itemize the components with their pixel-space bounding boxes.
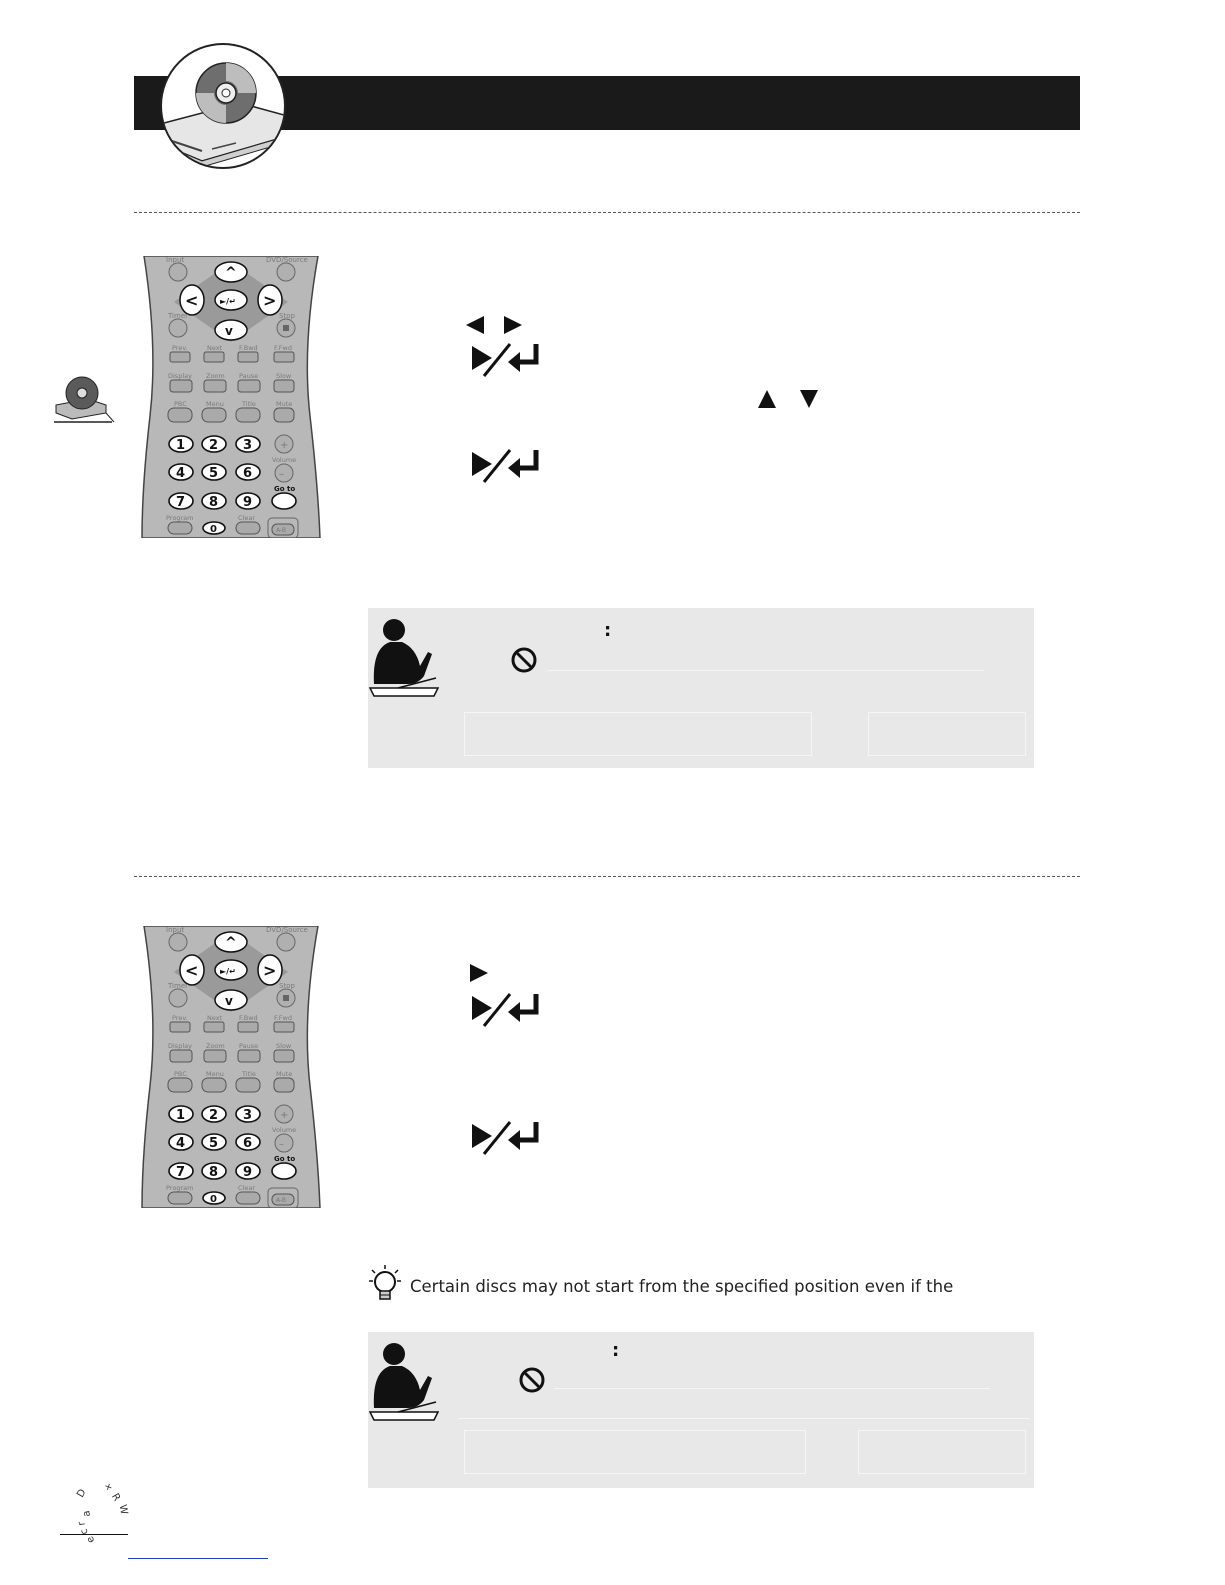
presenter-icon	[368, 614, 440, 698]
num-7: 7	[176, 1165, 186, 1180]
display-label: Display	[168, 1042, 192, 1050]
presenter-icon	[368, 1338, 440, 1422]
num-3: 3	[243, 1108, 253, 1123]
goto-label: Go to	[274, 485, 296, 493]
play-enter-icon	[470, 990, 546, 1030]
remote-control-illustration-2	[138, 926, 324, 1208]
num-3: 3	[243, 438, 253, 453]
svg-text:<: <	[185, 291, 199, 310]
note-colon: :	[612, 1340, 620, 1361]
pause-label: Pause	[239, 372, 259, 380]
note-rule	[458, 1418, 1030, 1419]
mute-label: Mute	[276, 1070, 293, 1078]
disc-icon	[52, 375, 118, 423]
dvd-source-label: DVD/Source	[266, 256, 308, 264]
menu-label: Menu	[206, 1070, 224, 1078]
footer-rule	[60, 1534, 128, 1535]
pbc-label: PBC	[174, 1070, 187, 1078]
next-label: Next	[207, 344, 223, 352]
right-arrow-icon	[468, 962, 490, 988]
volume-plus-label: +	[280, 440, 289, 451]
section-divider-1	[134, 212, 1080, 213]
title-label: Title	[242, 1070, 256, 1078]
num-2: 2	[209, 438, 219, 453]
input-label: Input	[166, 256, 185, 264]
num-6: 6	[243, 466, 253, 481]
up-arrow-icon	[756, 388, 778, 414]
num-9: 9	[243, 1165, 253, 1180]
section-divider-2	[134, 876, 1080, 877]
ab-label: A-B	[276, 1197, 287, 1204]
program-label: Program	[166, 514, 194, 522]
volume-plus-label: +	[280, 1110, 289, 1121]
clear-label: Clear	[238, 1184, 255, 1192]
volume-label: Volume	[272, 456, 297, 464]
stop-label: Stop	[279, 312, 295, 320]
right-arrow-icon	[502, 314, 524, 340]
timer-label: Timer	[168, 982, 189, 990]
prev-label: Prev.	[172, 1014, 188, 1022]
prev-label: Prev.	[172, 344, 188, 352]
corner-watermark	[70, 1480, 140, 1545]
num-0: 0	[210, 1194, 217, 1205]
num-4: 4	[176, 466, 186, 481]
svg-text:<: <	[185, 961, 199, 980]
footer-link-rule	[128, 1558, 268, 1559]
lightbulb-icon	[368, 1264, 402, 1308]
svg-text:v: v	[225, 324, 233, 338]
corner-letter: c	[78, 1527, 91, 1536]
svg-text:v: v	[225, 994, 233, 1008]
title-label: Title	[242, 400, 256, 408]
enter-label: ►/↵	[220, 297, 236, 306]
dvd-source-label: DVD/Source	[266, 926, 308, 934]
stop-label: Stop	[279, 982, 295, 990]
clear-label: Clear	[238, 514, 255, 522]
corner-letter: W	[116, 1503, 130, 1516]
note-colon: :	[604, 620, 612, 641]
note-field	[464, 712, 812, 756]
volume-label: Volume	[272, 1126, 297, 1134]
timer-label: Timer	[168, 312, 189, 320]
note-rule	[548, 670, 984, 671]
num-1: 1	[176, 438, 186, 453]
prohibited-icon	[510, 646, 538, 678]
next-label: Next	[207, 1014, 223, 1022]
pause-label: Pause	[239, 1042, 259, 1050]
menu-label: Menu	[206, 400, 224, 408]
corner-letter: r	[76, 1520, 88, 1527]
play-enter-icon	[470, 340, 546, 380]
goto-label: Go to	[274, 1155, 296, 1163]
note-rule	[554, 1388, 990, 1389]
fbwd-label: F.Bwd	[239, 1014, 258, 1022]
num-9: 9	[243, 495, 253, 510]
num-1: 1	[176, 1108, 186, 1123]
corner-letter: D	[75, 1487, 89, 1500]
corner-letter: a	[81, 1509, 94, 1518]
prohibited-icon	[518, 1366, 546, 1398]
note-field	[868, 712, 1026, 756]
svg-text:>: >	[263, 291, 277, 310]
disc-icon	[160, 43, 286, 169]
slow-label: Slow	[276, 1042, 292, 1050]
display-label: Display	[168, 372, 192, 380]
note-box	[368, 608, 1034, 768]
volume-minus-label: –	[279, 469, 284, 480]
note-box-2	[368, 1332, 1034, 1488]
ab-label: A-B	[276, 527, 287, 534]
input-label: Input	[166, 926, 185, 934]
num-5: 5	[209, 466, 219, 481]
pbc-label: PBC	[174, 400, 187, 408]
num-8: 8	[209, 1165, 219, 1180]
left-arrow-icon	[464, 314, 486, 340]
fbwd-label: F.Bwd	[239, 344, 258, 352]
num-4: 4	[176, 1136, 186, 1151]
zoom-label: Zoom	[206, 1042, 225, 1050]
ffwd-label: F.Fwd	[274, 344, 292, 352]
mute-label: Mute	[276, 400, 293, 408]
svg-text:^: ^	[225, 935, 237, 951]
zoom-label: Zoom	[206, 372, 225, 380]
num-8: 8	[209, 495, 219, 510]
program-label: Program	[166, 1184, 194, 1192]
num-5: 5	[209, 1136, 219, 1151]
corner-letter: R	[108, 1491, 122, 1504]
corner-letter: e	[84, 1534, 98, 1545]
volume-minus-label: –	[279, 1139, 284, 1150]
num-7: 7	[176, 495, 186, 510]
svg-text:>: >	[263, 961, 277, 980]
note-field	[858, 1430, 1026, 1474]
corner-letter: +	[102, 1480, 115, 1495]
svg-text:^: ^	[225, 265, 237, 281]
note-field	[464, 1430, 806, 1474]
enter-label: ►/↵	[220, 967, 236, 976]
slow-label: Slow	[276, 372, 292, 380]
down-arrow-icon	[798, 388, 820, 414]
play-enter-icon	[470, 1118, 546, 1158]
num-6: 6	[243, 1136, 253, 1151]
remote-control-illustration	[138, 256, 324, 538]
ffwd-label: F.Fwd	[274, 1014, 292, 1022]
num-0: 0	[210, 524, 217, 535]
play-enter-icon	[470, 446, 546, 486]
tip-text: Certain discs may not start from the specified position even if the	[410, 1277, 954, 1296]
num-2: 2	[209, 1108, 219, 1123]
